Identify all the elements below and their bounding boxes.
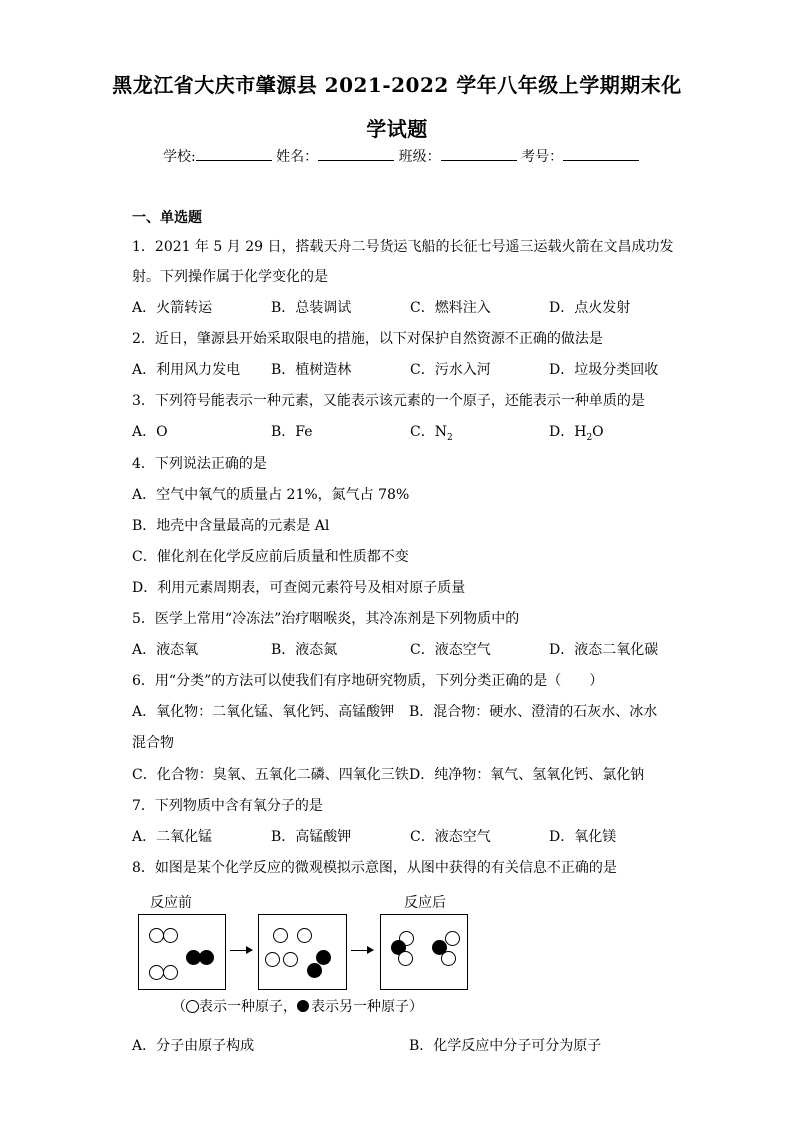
q5-option-c[interactable]: C．液态空气 <box>410 642 491 658</box>
school-blank[interactable] <box>196 146 272 161</box>
arrow-icon <box>230 950 252 951</box>
q3-option-c-text: C．N <box>410 424 447 440</box>
atom-white <box>163 965 178 980</box>
q6-option-c[interactable]: C．化合物：臭氧、五氧化二磷、四氧化三铁 <box>132 767 409 783</box>
atom-white <box>149 965 164 980</box>
q1-stem-line2: 射。下列操作属于化学变化的是 <box>132 269 328 285</box>
q7-option-d[interactable]: D．氧化镁 <box>549 829 617 845</box>
section-heading: 一、单选题 <box>132 210 202 226</box>
q5-option-d[interactable]: D．液态二氧化碳 <box>549 642 659 658</box>
student-info-row <box>163 146 639 166</box>
atom-white <box>163 928 178 943</box>
document-title-line1: 黑龙江省大庆市肇源县 2021-2022 学年八年级上学期期末化 <box>112 73 682 97</box>
q7-option-a[interactable]: A．二氧化锰 <box>132 829 213 845</box>
q2-option-c[interactable]: C．污水入河 <box>410 362 491 378</box>
q3-option-d-text-end: O <box>592 424 604 440</box>
legend-white-text: 表示一种原子， <box>199 999 297 1015</box>
q4-option-b[interactable]: B．地壳中含量最高的元素是 Al <box>132 518 330 534</box>
q6-option-b[interactable]: B．混合物：硬水、澄清的石灰水、冰水 <box>409 704 658 720</box>
q7-option-c[interactable]: C．液态空气 <box>410 829 491 845</box>
q5-option-a[interactable]: A．液态氧 <box>132 642 199 658</box>
q6-option-d[interactable]: D．纯净物：氧气、氢氧化钙、氯化钠 <box>409 767 645 783</box>
after-label: 反应后 <box>404 895 446 911</box>
q7-option-b[interactable]: B．高锰酸钾 <box>271 829 352 845</box>
atom-white <box>297 928 312 943</box>
q3-option-c[interactable] <box>410 421 453 443</box>
q8-option-a[interactable]: A．分子由原子构成 <box>132 1038 255 1054</box>
white-atom-legend-icon <box>186 1000 199 1013</box>
arrow-icon <box>351 950 373 951</box>
q1-option-a[interactable]: A．火箭转运 <box>132 300 213 316</box>
q3-stem: 3．下列符号能表示一种元素，又能表示该元素的一个原子，还能表示一种单质的是 <box>132 393 645 409</box>
q3-option-b[interactable]: B．Fe <box>271 424 313 440</box>
q3-option-d-subscript: 2 <box>586 432 593 443</box>
q6-option-b-cont: 混合物 <box>132 735 174 751</box>
q4-option-c[interactable]: C．催化剂在化学反应前后质量和性质都不变 <box>132 549 409 565</box>
q3-option-c-subscript: 2 <box>446 432 453 443</box>
q8-stem: 8．如图是某个化学反应的微观模拟示意图，从图中获得的有关信息不正确的是 <box>132 860 617 876</box>
q3-option-d-text: D．H <box>549 424 587 440</box>
black-atom-legend-icon <box>297 1000 309 1012</box>
atom-white <box>398 951 413 966</box>
legend-black-text: 表示另一种原子） <box>311 999 423 1015</box>
number-label: 考号： <box>521 149 564 165</box>
school-label: 学校: <box>163 149 196 165</box>
q6-stem: 6．用“分类”的方法可以使我们有序地研究物质，下列分类正确的是（ ） <box>132 673 604 689</box>
q4-option-a[interactable]: A．空气中氧气的质量占 21%，氮气占 78% <box>132 487 410 503</box>
q2-option-d[interactable]: D．垃圾分类回收 <box>549 362 659 378</box>
q7-stem: 7．下列物质中含有氧分子的是 <box>132 798 323 814</box>
atom-white <box>445 931 460 946</box>
q3-option-d[interactable] <box>549 421 604 443</box>
atom-white <box>283 952 298 967</box>
q1-option-d[interactable]: D．点火发射 <box>549 300 631 316</box>
q2-option-a[interactable]: A．利用风力发电 <box>132 362 241 378</box>
after-box <box>380 914 468 990</box>
atom-black <box>316 950 331 965</box>
atom-white <box>265 952 280 967</box>
atom-white <box>273 928 288 943</box>
q5-option-b[interactable]: B．液态氮 <box>271 642 338 658</box>
document-title-line2: 学试题 <box>366 117 428 141</box>
atom-black <box>199 950 214 965</box>
q6-option-a[interactable]: A．氧化物：二氧化锰、氧化钙、高锰酸钾 <box>132 704 395 720</box>
class-blank[interactable] <box>441 146 517 161</box>
number-blank[interactable] <box>563 146 639 161</box>
q1-stem-line1: 1．2021 年 5 月 29 日，搭载天舟二号货运飞船的长征七号遥三运载火箭在文昌成功发 <box>132 239 674 255</box>
q2-stem: 2．近日，肇源县开始采取限电的措施，以下对保护自然资源不正确的做法是 <box>132 331 603 347</box>
before-label: 反应前 <box>150 895 192 911</box>
q1-option-b[interactable]: B．总装调试 <box>271 300 352 316</box>
before-box <box>138 914 226 990</box>
legend-open: （ <box>172 999 186 1015</box>
q3-option-a[interactable]: A．O <box>132 424 168 440</box>
atom-black <box>307 963 322 978</box>
atom-white <box>149 928 164 943</box>
name-blank[interactable] <box>318 146 394 161</box>
name-label: 姓名： <box>276 149 319 165</box>
q4-option-d[interactable]: D．利用元素周期表，可查阅元素符号及相对原子质量 <box>132 580 466 596</box>
middle-box <box>258 914 347 990</box>
q8-option-b[interactable]: B．化学反应中分子可分为原子 <box>409 1038 602 1054</box>
q1-option-c[interactable]: C．燃料注入 <box>410 300 491 316</box>
atom-white <box>441 951 456 966</box>
class-label: 班级： <box>398 149 441 165</box>
q4-stem: 4．下列说法正确的是 <box>132 456 267 472</box>
q2-option-b[interactable]: B．植树造林 <box>271 362 352 378</box>
q5-stem: 5．医学上常用“冷冻法”治疗咽喉炎，其冷冻剂是下列物质中的 <box>132 611 520 627</box>
diagram-legend <box>172 996 423 1016</box>
